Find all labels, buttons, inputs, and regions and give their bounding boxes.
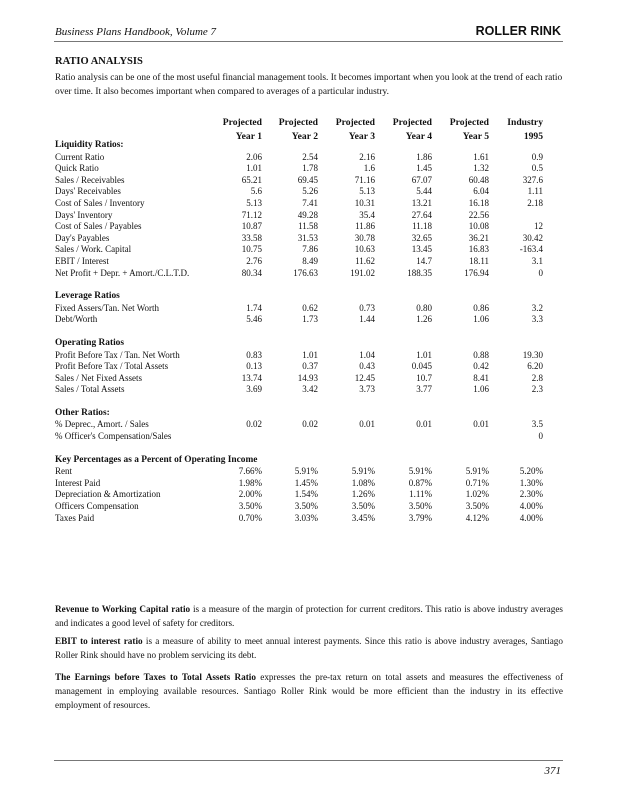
table-cell: 3.69	[246, 384, 262, 395]
table-row	[55, 384, 565, 396]
paragraph-text: is a measure of ability to meet annual interest payments. Since this ratio is above industry averages, Santiago Roller Rink should have no problem servicing its debt.	[55, 636, 563, 660]
row-label: Sales / Work. Capital	[55, 244, 132, 255]
table-row	[55, 268, 565, 280]
table-cell: 3.73	[359, 384, 375, 395]
table-row	[55, 256, 565, 268]
table-cell: 5.91%	[408, 466, 432, 477]
table-row	[55, 350, 565, 362]
table-cell: 1.01	[302, 349, 318, 360]
table-cell: 3.77	[416, 384, 432, 395]
table-cell: 1.11	[527, 186, 543, 197]
table-row	[55, 361, 565, 373]
table-cell: 2.76	[246, 255, 262, 266]
paragraph-ebit-interest	[55, 634, 563, 662]
table-cell: 2.30%	[519, 489, 543, 500]
table-cell: 5.91%	[351, 466, 375, 477]
table-row	[55, 233, 565, 245]
table-cell: 1.02%	[465, 489, 489, 500]
table-cell: 2.54	[302, 151, 318, 162]
table-cell: 1.45	[416, 163, 432, 174]
row-label: % Deprec., Amort. / Sales	[55, 419, 149, 430]
table-cell: 1.06	[473, 314, 489, 325]
table-cell: 5.20%	[519, 466, 543, 477]
row-label: Depreciation & Amortization	[55, 489, 161, 500]
table-row	[55, 501, 565, 513]
table-cell: 1.44	[359, 314, 375, 325]
table-cell: 0.62	[302, 302, 318, 313]
table-row	[55, 478, 565, 490]
table-cell: 8.49	[302, 255, 318, 266]
table-cell: 13.74	[241, 372, 262, 383]
row-label: Cost of Sales / Inventory	[55, 197, 145, 208]
table-cell: 3.50%	[408, 501, 432, 512]
table-cell: 3.50%	[351, 501, 375, 512]
column-header-line1: Industry	[507, 117, 543, 128]
group-spacer	[55, 396, 565, 408]
table-row	[55, 221, 565, 233]
group-spacer	[55, 279, 565, 291]
paragraph-term: Revenue to Working Capital ratio	[55, 604, 191, 614]
table-cell: 32.65	[411, 232, 432, 243]
table-row	[55, 198, 565, 210]
table-cell: 4.00%	[519, 501, 543, 512]
table-cell: 10.63	[354, 244, 375, 255]
footer-rule	[54, 760, 563, 761]
table-cell: 1.11%	[409, 489, 432, 500]
table-cell: 13.21	[411, 197, 432, 208]
table-cell: 5.13	[359, 186, 375, 197]
table-cell: 14.93	[297, 372, 318, 383]
table-cell: 11.62	[355, 255, 375, 266]
table-cell: 12	[534, 221, 543, 232]
table-cell: 5.26	[302, 186, 318, 197]
row-label: Net Profit + Depr. + Amort./C.L.T.D.	[55, 267, 190, 278]
row-label: Sales / Receivables	[55, 174, 125, 185]
table-cell: 6.04	[473, 186, 489, 197]
table-row	[55, 489, 565, 501]
table-cell: 3.3	[531, 314, 543, 325]
paragraph-ebt-assets	[55, 670, 563, 712]
table-row	[55, 419, 565, 431]
row-label: Fixed Assers/Tan. Net Worth	[55, 302, 159, 313]
table-cell: 36.21	[468, 232, 489, 243]
paragraph-text: expresses the pre-tax return on total assets and measures the effectiveness of management in employing available resources. Santiago Roller Rink would be more efficient than the industry in its effective employment of resources.	[55, 672, 564, 710]
row-label: Profit Before Tax / Total Assets	[55, 361, 169, 372]
table-cell: 1.74	[246, 302, 262, 313]
row-label: % Officer's Compensation/Sales	[55, 431, 172, 442]
table-cell: 0.86	[473, 302, 489, 313]
table-row	[55, 314, 565, 326]
row-label: Days' Receivables	[55, 186, 121, 197]
table-cell: 327.6	[522, 174, 543, 185]
table-cell: 0.73	[359, 302, 375, 313]
table-cell: 13.45	[411, 244, 432, 255]
table-cell: 2.18	[527, 197, 543, 208]
table-cell: -163.4	[519, 244, 543, 255]
table-cell: 0.5	[531, 163, 543, 174]
column-header-line2: 1995	[523, 131, 543, 142]
table-cell: 5.13	[246, 197, 262, 208]
table-cell: 0	[538, 431, 543, 442]
table-cell: 0.88	[473, 349, 489, 360]
table-cell: 60.48	[468, 174, 489, 185]
table-cell: 2.3	[531, 384, 543, 395]
table-cell: 176.94	[464, 267, 489, 278]
group-title: Liquidity Ratios:	[55, 140, 124, 150]
table-cell: 188.35	[407, 267, 432, 278]
table-cell: 1.86	[416, 151, 432, 162]
table-cell: 10.75	[241, 244, 262, 255]
table-cell: 1.6	[363, 163, 375, 174]
row-label: Sales / Total Assets	[55, 384, 125, 395]
table-cell: 2.06	[246, 151, 262, 162]
column-header-line1: Projected	[449, 117, 489, 128]
table-cell: 14.7	[416, 255, 432, 266]
table-row	[55, 431, 565, 443]
table-row	[55, 513, 565, 525]
row-label: Quick Ratio	[55, 163, 99, 174]
paragraph-term: The Earnings before Taxes to Total Assets Ratio	[55, 672, 256, 682]
page-number: 371	[544, 765, 561, 777]
table-cell: 10.87	[241, 221, 262, 232]
table-cell: 176.63	[293, 267, 318, 278]
table-cell: 1.04	[359, 349, 375, 360]
table-cell: 3.50%	[238, 501, 262, 512]
row-label: Sales / Net Fixed Assets	[55, 372, 142, 383]
table-row	[55, 152, 565, 164]
table-cell: 3.45%	[351, 512, 375, 523]
table-cell: 1.01	[246, 163, 262, 174]
table-cell: 6.20	[527, 361, 543, 372]
table-cell: 3.2	[531, 302, 543, 313]
table-cell: 2.16	[359, 151, 375, 162]
running-header-title: Business Plans Handbook, Volume 7	[55, 26, 217, 38]
table-cell: 0.13	[246, 361, 262, 372]
table-cell: 11.86	[355, 221, 375, 232]
table-cell: 5.6	[250, 186, 262, 197]
table-cell: 0.83	[246, 349, 262, 360]
table-cell: 5.44	[416, 186, 432, 197]
table-cell: 0.80	[416, 302, 432, 313]
table-cell: 3.03%	[294, 512, 318, 523]
table-cell: 1.61	[473, 151, 489, 162]
table-cell: 1.08%	[351, 477, 375, 488]
table-cell: 69.45	[297, 174, 318, 185]
table-cell: 0.87%	[408, 477, 432, 488]
intro-paragraph: Ratio analysis can be one of the most useful financial management tools. It becomes important when you look at the trend of each ratio over time. It also becomes important when compared to averages of a particular industry.	[55, 73, 563, 97]
table-cell: 1.98%	[238, 477, 262, 488]
table-cell: 16.83	[468, 244, 489, 255]
row-label: Taxes Paid	[55, 512, 95, 523]
table-cell: 2.00%	[238, 489, 262, 500]
table-cell: 10.31	[354, 197, 375, 208]
table-cell: 71.16	[354, 174, 375, 185]
table-cell: 3.50%	[465, 501, 489, 512]
table-cell: 11.58	[298, 221, 318, 232]
table-cell: 3.5	[531, 419, 543, 430]
table-cell: 3.1	[531, 255, 543, 266]
table-cell: 7.41	[302, 197, 318, 208]
table-cell: 3.50%	[294, 501, 318, 512]
table-cell: 10.08	[468, 221, 489, 232]
table-row	[55, 466, 565, 478]
table-cell: 1.32	[473, 163, 489, 174]
table-row	[55, 244, 565, 256]
table-cell: 3.42	[302, 384, 318, 395]
column-header-line2: Year 3	[348, 131, 375, 142]
table-cell: 5.46	[246, 314, 262, 325]
table-cell: 0.045	[411, 361, 432, 372]
column-header-line2: Year 2	[291, 131, 318, 142]
table-cell: 1.01	[416, 349, 432, 360]
table-cell: 0.37	[302, 361, 318, 372]
row-label: Cost of Sales / Payables	[55, 221, 142, 232]
table-row	[55, 175, 565, 187]
row-label: Days' Inventory	[55, 209, 113, 220]
paragraph-working-capital	[55, 602, 563, 630]
table-cell: 30.42	[522, 232, 543, 243]
row-label: EBIT / Interest	[55, 255, 109, 266]
group-title: Leverage Ratios	[55, 291, 120, 302]
table-cell: 71.12	[241, 209, 262, 220]
row-label: Current Ratio	[55, 151, 105, 162]
table-cell: 1.78	[302, 163, 318, 174]
table-cell: 31.53	[297, 232, 318, 243]
column-header-line2: Year 4	[405, 131, 432, 142]
column-header-line1: Projected	[278, 117, 318, 128]
table-cell: 0.01	[473, 419, 489, 430]
table-cell: 11.18	[412, 221, 432, 232]
table-cell: 5.91%	[465, 466, 489, 477]
table-cell: 22.56	[468, 209, 489, 220]
table-cell: 8.41	[473, 372, 489, 383]
header-rule	[54, 41, 563, 42]
table-cell: 4.12%	[465, 512, 489, 523]
table-row	[55, 373, 565, 385]
table-cell: 0.01	[416, 419, 432, 430]
table-row	[55, 186, 565, 198]
table-cell: 80.34	[241, 267, 262, 278]
ratio-table	[55, 140, 565, 524]
row-label: Day's Payables	[55, 232, 110, 243]
table-cell: 0.43	[359, 361, 375, 372]
table-row	[55, 163, 565, 175]
table-row	[55, 303, 565, 315]
row-label: Officers Compensation	[55, 501, 139, 512]
column-header-line2: Year 1	[235, 131, 262, 142]
table-row	[55, 210, 565, 222]
table-cell: 0.9	[531, 151, 543, 162]
table-cell: 1.26%	[351, 489, 375, 500]
column-header-line1: Projected	[392, 117, 432, 128]
running-header-section: ROLLER RINK	[475, 24, 561, 38]
section-title: RATIO ANALYSIS	[55, 56, 143, 67]
table-cell: 7.66%	[238, 466, 262, 477]
column-header-line1: Projected	[222, 117, 262, 128]
table-cell: 0	[538, 267, 543, 278]
paragraph-text: is a measure of the margin of protection for current creditors. This ratio is above industry averages and indicates a good level of safety for creditors.	[55, 604, 563, 628]
table-cell: 19.30	[522, 349, 543, 360]
group-title: Key Percentages as a Percent of Operating Income	[55, 454, 258, 465]
table-cell: 7.86	[302, 244, 318, 255]
paragraph-term: EBIT to interest ratio	[55, 636, 143, 646]
table-cell: 0.71%	[465, 477, 489, 488]
table-cell: 1.06	[473, 384, 489, 395]
column-header-line2: Year 5	[462, 131, 489, 142]
group-title: Other Ratios:	[55, 407, 110, 418]
row-label: Debt/Worth	[55, 314, 98, 325]
group-title: Operating Ratios	[55, 337, 125, 348]
table-cell: 67.07	[411, 174, 432, 185]
table-cell: 1.54%	[294, 489, 318, 500]
table-cell: 0.70%	[238, 512, 262, 523]
table-cell: 1.26	[416, 314, 432, 325]
table-cell: 16.18	[468, 197, 489, 208]
table-cell: 18.11	[469, 255, 489, 266]
table-cell: 65.21	[241, 174, 262, 185]
table-cell: 4.00%	[519, 512, 543, 523]
table-cell: 0.01	[359, 419, 375, 430]
table-cell: 2.8	[531, 372, 543, 383]
row-label: Interest Paid	[55, 477, 101, 488]
table-cell: 1.30%	[519, 477, 543, 488]
table-cell: 49.28	[297, 209, 318, 220]
table-cell: 35.4	[359, 209, 375, 220]
row-label: Rent	[55, 466, 72, 477]
table-cell: 1.45%	[294, 477, 318, 488]
table-cell: 3.79%	[408, 512, 432, 523]
table-cell: 10.7	[416, 372, 432, 383]
table-cell: 1.73	[302, 314, 318, 325]
table-cell: 0.02	[246, 419, 262, 430]
row-label: Profit Before Tax / Tan. Net Worth	[55, 349, 180, 360]
table-cell: 0.42	[473, 361, 489, 372]
group-spacer	[55, 443, 565, 455]
table-cell: 27.64	[411, 209, 432, 220]
table-cell: 191.02	[350, 267, 375, 278]
table-cell: 5.91%	[294, 466, 318, 477]
table-cell: 12.45	[354, 372, 375, 383]
group-spacer	[55, 326, 565, 338]
column-header-line1: Projected	[335, 117, 375, 128]
table-cell: 0.02	[302, 419, 318, 430]
table-cell: 30.78	[354, 232, 375, 243]
table-cell: 33.58	[241, 232, 262, 243]
